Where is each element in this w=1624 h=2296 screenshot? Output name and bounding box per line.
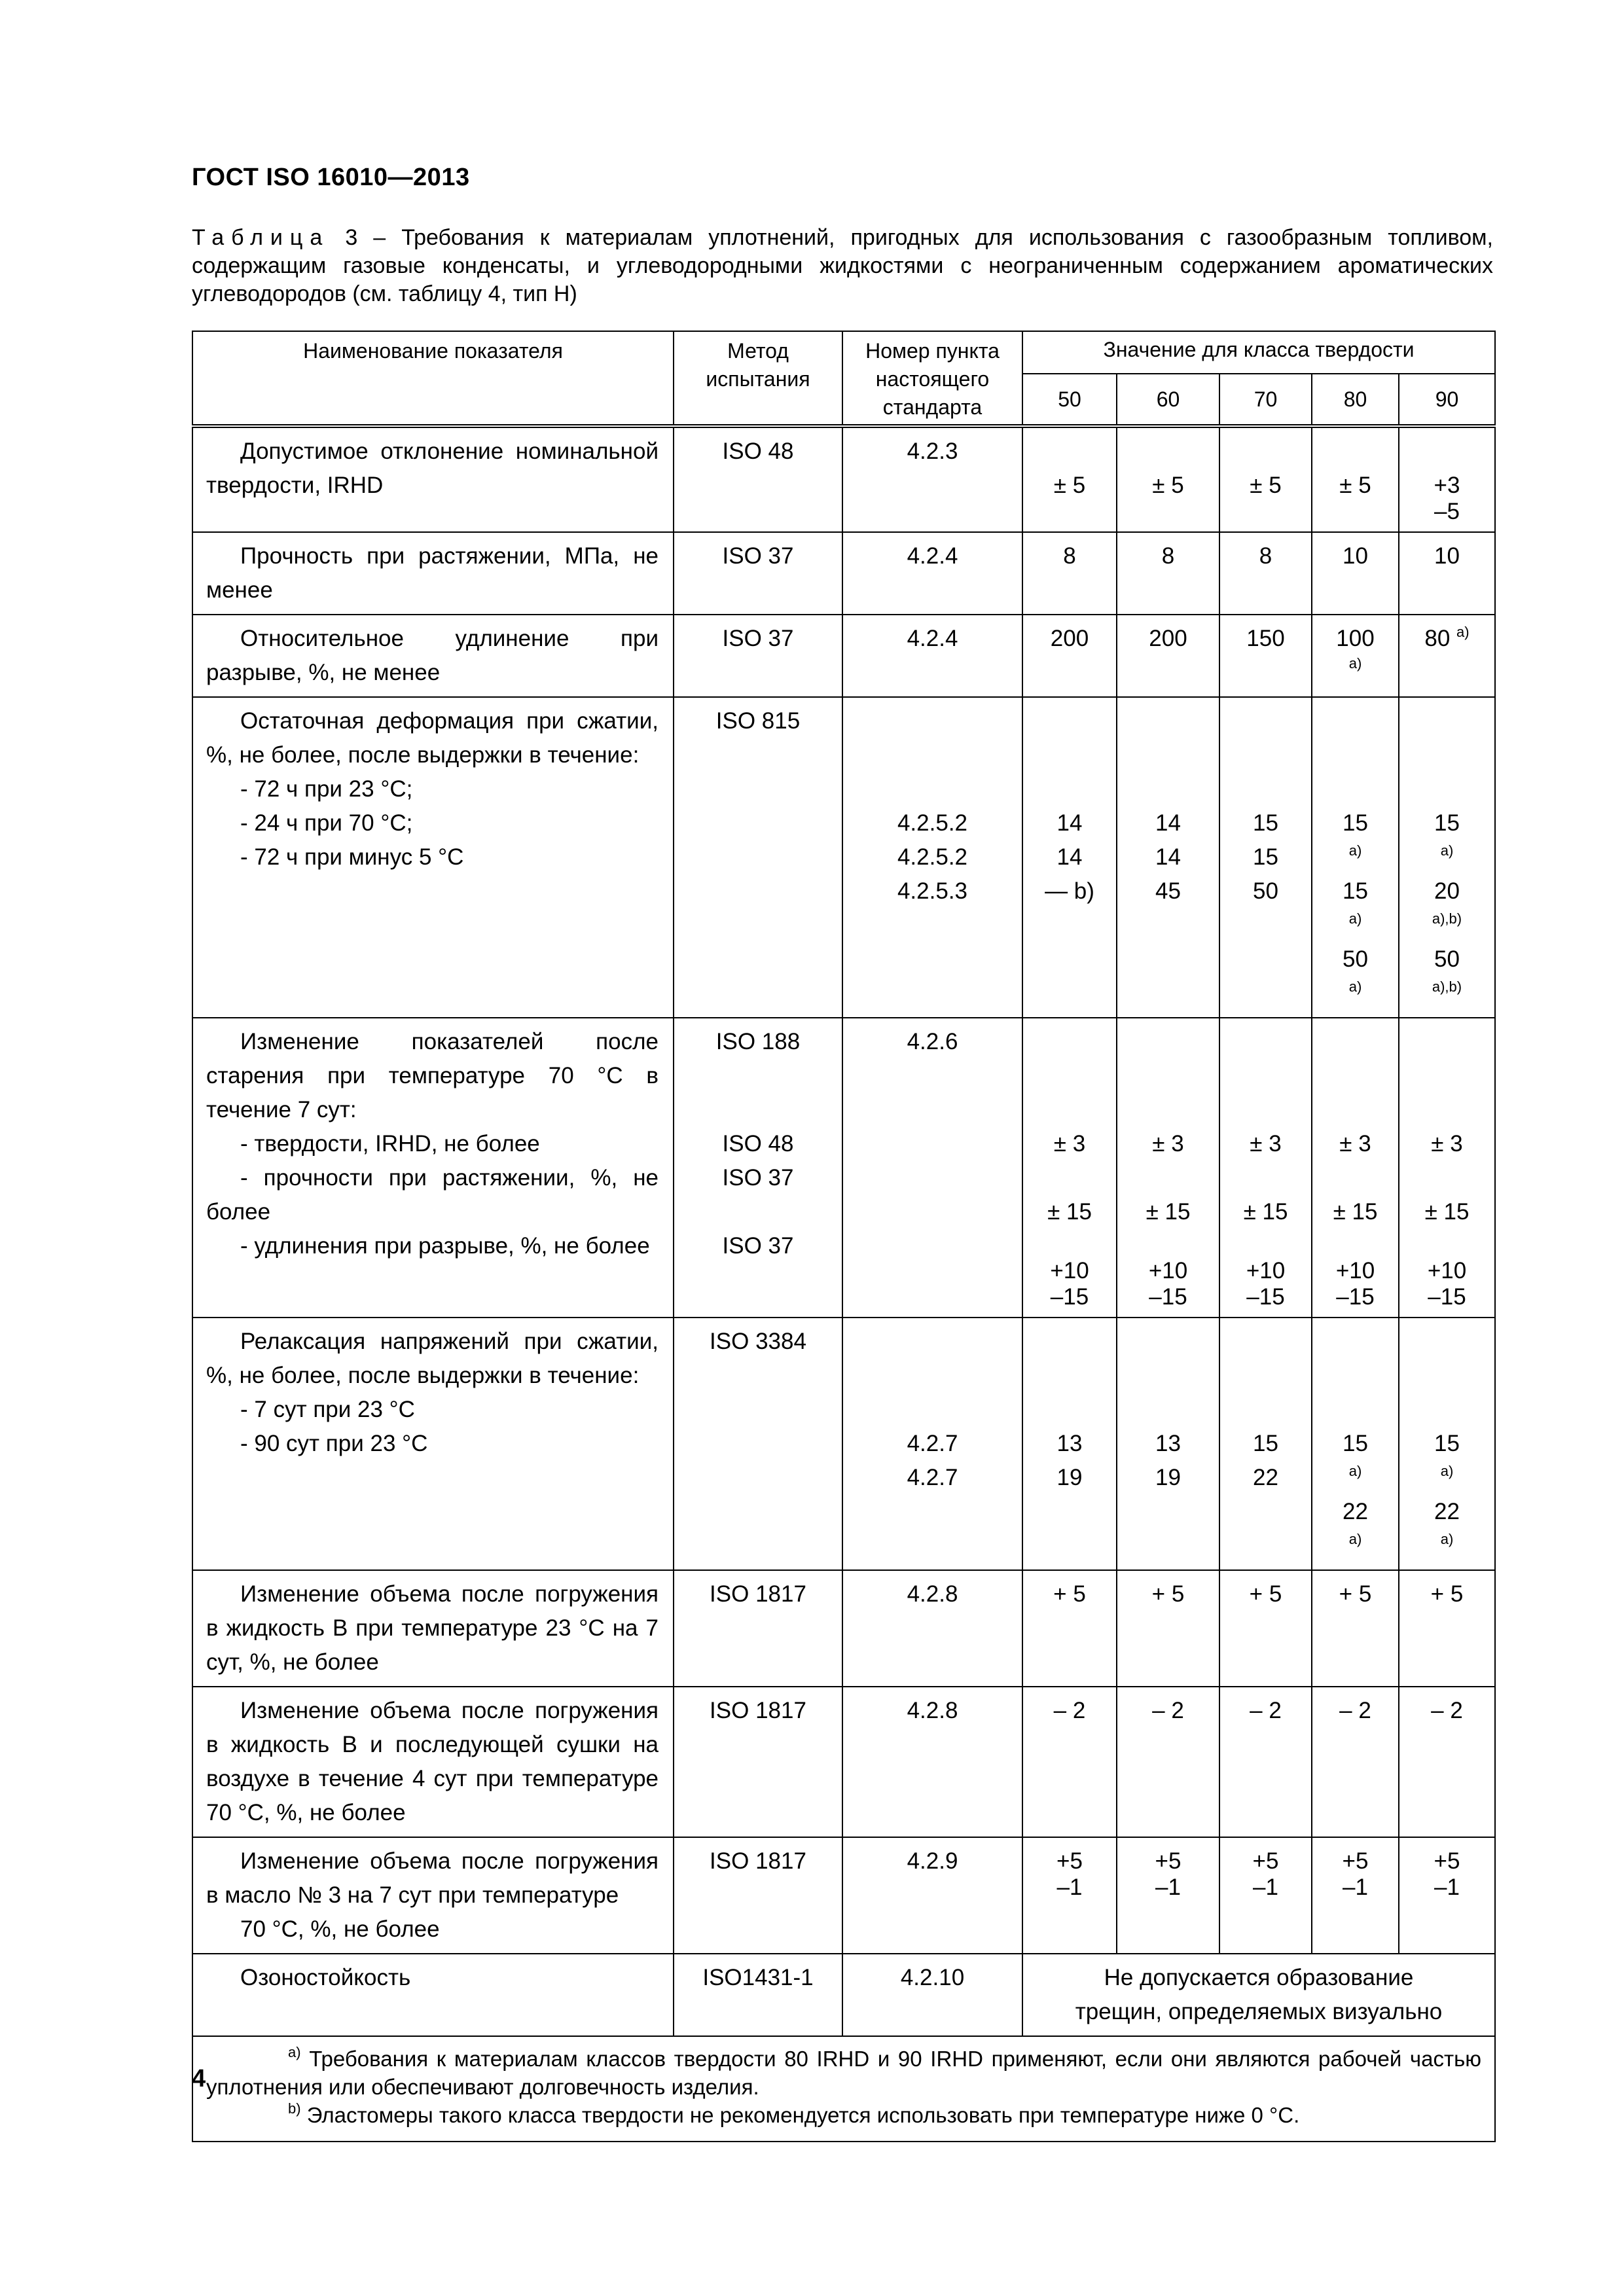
row-name: Озоностойкость [240,1965,411,1990]
footnote-ref: a),b) [1432,978,1462,995]
row-name: Относительное удлинение при разрыве, %, не менее [206,626,659,685]
cell-value: +5 –1 [1117,1837,1219,1954]
row-clause: 4.2.7 4.2.7 [842,1318,1022,1570]
caption-label: Таблица [192,225,330,250]
row-method: ISO 1817 [674,1837,842,1954]
row-method: ISO 37 [674,615,842,697]
row-method: ISO 48 [674,426,842,532]
cell-value: ± 5 [1117,426,1219,532]
table-row [192,426,1495,532]
header-name: Наименование показателя [192,331,674,426]
cell-value: +3 –5 [1399,426,1495,532]
cell-value: +5 –1 [1022,1837,1117,1954]
row-subitem: - 72 ч при минус 5 °С [240,844,464,870]
cell-value: – 2 [1312,1687,1399,1837]
table-caption [192,224,1493,308]
cell-value: 100 a) [1312,615,1399,697]
cell-value: + 5 [1117,1570,1219,1687]
row-name: Остаточная деформация при сжатии, %, не более, после выдержки в течение: [206,708,659,768]
cell-value: +5 –1 [1399,1837,1495,1954]
row-subitem: - твердости, IRHD, не более [240,1131,540,1157]
cell-value: + 5 [1312,1570,1399,1687]
cell-value: 80 $^{a)}$ [1399,615,1495,697]
cell-value: 15 $^{a)}$ 20 $^{a),b)}$ 50 $^{a),b)}$ [1399,697,1495,1018]
cell-value: 15 15 50 [1219,697,1312,1018]
footnote-ref: a) [1348,1463,1362,1479]
cell-value: 15 $^{a)}$ 22 $^{a)}$ [1399,1318,1495,1570]
page-number: 4 [192,2065,206,2092]
row-clause: 4.2.8 [842,1687,1022,1837]
cell-value: ± 5 [1022,426,1117,532]
row-clause: 4.2.9 [842,1837,1022,1954]
cell-value: ± 3 ± 15 +10 –15 [1117,1018,1219,1318]
table-row [192,697,1495,1018]
cell-value: + 5 [1022,1570,1117,1687]
footnote-ref: a) [1348,655,1362,672]
row-method: ISO 188 ISO 48 ISO 37 ISO 37 [674,1018,842,1318]
cell-value: ± 3 ± 15 +10 –15 [1022,1018,1117,1318]
cell-value: – 2 [1219,1687,1312,1837]
cell-value: – 2 [1117,1687,1219,1837]
table-row [192,532,1495,615]
cell-value: +5 –1 [1312,1837,1399,1954]
header-class-group: Значение для класса твердости [1022,331,1495,374]
cell-value: + 5 [1399,1570,1495,1687]
footnotes-row [192,2036,1495,2142]
cell-value: ± 3 ± 15 +10 –15 [1399,1018,1495,1318]
cell-value: ± 3 ± 15 +10 –15 [1219,1018,1312,1318]
header-class-60: 60 [1117,374,1219,426]
row-method: ISO1431-1 [674,1954,842,2036]
table-row [192,1687,1495,1837]
footnote-ref: a) [1440,1531,1454,1547]
footnote-a: $^{a)}$ Требования к материалам классов твердости 80 IRHD и 90 IRHD применяют, если они являются рабочей частью уплотнения или обеспечивают долговечность изделия. [206,2044,1482,2099]
footnote-ref: a) [1440,1463,1454,1479]
row-subitem: - 90 сут при 23 °С [240,1431,428,1456]
footnote-ref: a),b) [1432,910,1462,927]
cell-value: 15 $^{a)}$ 15 $^{a)}$ 50 $^{a)}$ [1312,697,1399,1018]
cell-value: 8 [1219,532,1312,615]
footnote-ref: a) [1348,842,1362,859]
row-name: Изменение объема после погружения в жидкость В и последующей сушки на воздухе в течение 4 сут при температуре 70 °С, %, не более [206,1698,659,1825]
cell-value: 13 19 [1022,1318,1117,1570]
cell-value: 15 $^{a)}$ 22 $^{a)}$ [1312,1318,1399,1570]
row-clause: 4.2.5.2 4.2.5.2 4.2.5.3 [842,697,1022,1018]
row-clause: 4.2.4 [842,615,1022,697]
row-clause: 4.2.10 [842,1954,1022,2036]
row-clause: 4.2.4 [842,532,1022,615]
footnote-ref: a) [1348,1531,1362,1547]
cell-value: 13 19 [1117,1318,1219,1570]
document-header: ГОСТ ISO 16010—2013 [192,164,470,191]
cell-value: 14 14 45 [1117,697,1219,1018]
cell-value: ± 5 [1312,426,1399,532]
cell-value: 8 [1022,532,1117,615]
cell-value: – 2 [1399,1687,1495,1837]
row-subitem: - прочности при растяжении, %, не более [206,1165,659,1225]
row-name: Прочность при растяжении, МПа, не менее [206,543,659,603]
row-name: Релаксация напряжений при сжатии, %, не более, после выдержки в течение: [206,1329,659,1388]
cell-value: + 5 [1219,1570,1312,1687]
row-clause: 4.2.8 [842,1570,1022,1687]
header-class-50: 50 [1022,374,1117,426]
cell-value: 15 22 [1219,1318,1312,1570]
row-method: ISO 1817 [674,1570,842,1687]
row-clause: 4.2.3 [842,426,1022,532]
cell-value-merged: Не допускается образование трещин, определяемых визуально [1022,1954,1495,2036]
row-name: Изменение показателей после старения при температуре 70 °С в течение 7 сут: [206,1029,659,1122]
requirements-table [192,331,1496,2142]
row-subitem: - удлинения при разрыве, %, не более [240,1233,650,1259]
row-method: ISO 37 [674,532,842,615]
footnote-ref: a) [1348,978,1362,995]
cell-value: 10 [1312,532,1399,615]
cell-value: – 2 [1022,1687,1117,1837]
table-row [192,1018,1495,1318]
cell-value: ± 5 [1219,426,1312,532]
row-subitem: - 7 сут при 23 °С [240,1397,415,1422]
row-name: Изменение объема после погружения в масло № 3 на 7 сут при температуре [206,1848,659,1908]
footnote-ref: a) [1440,842,1454,859]
footnote-ref: a) [1348,910,1362,927]
row-method: ISO 3384 [674,1318,842,1570]
header-class-90: 90 [1399,374,1495,426]
footnote-ref: a) [1456,624,1470,640]
cell-value: 150 [1219,615,1312,697]
header-class-70: 70 [1219,374,1312,426]
footnotes [192,2036,1495,2142]
header-clause: Номер пункта настоящего стандарта [842,331,1022,426]
row-name: Изменение объема после погружения в жидкость В при температуре 23 °С на 7 сут, %, не более [206,1581,659,1675]
table-row [192,1837,1495,1954]
table-row [192,1954,1495,2036]
caption-text: 3 – Требования к материалам уплотнений, пригодных для использования с газообразным топливом, содержащим газовые конденсаты, и углеводородными жидкостями с неограниченным содержанием ароматических углеводородов (см. таблицу 4, тип Н) [192,225,1494,306]
row-method: ISO 815 [674,697,842,1018]
table-row [192,615,1495,697]
cell-value: 10 [1399,532,1495,615]
header-class-80: 80 [1312,374,1399,426]
row-clause: 4.2.6 [842,1018,1022,1318]
row-method: ISO 1817 [674,1687,842,1837]
cell-value: +5 –1 [1219,1837,1312,1954]
table-row [192,1570,1495,1687]
table-row [192,1318,1495,1570]
row-subitem: - 72 ч при 23 °С; [240,776,413,802]
cell-value: 14 14 — b) [1022,697,1117,1018]
cell-value: ± 3 ± 15 +10 –15 [1312,1018,1399,1318]
row-name-continued: 70 °С, %, не более [240,1916,440,1942]
row-subitem: - 24 ч при 70 °С; [240,810,413,836]
cell-value: 200 [1022,615,1117,697]
header-method: Метод испытания [674,331,842,426]
cell-value: 200 [1117,615,1219,697]
row-name: Допустимое отклонение номинальной твердости, IRHD [206,439,659,498]
cell-value: 8 [1117,532,1219,615]
footnote-b: $^{b)}$ Эластомеры такого класса твердости не рекомендуется использовать при температуре ниже 0 °С. [288,2100,1300,2127]
